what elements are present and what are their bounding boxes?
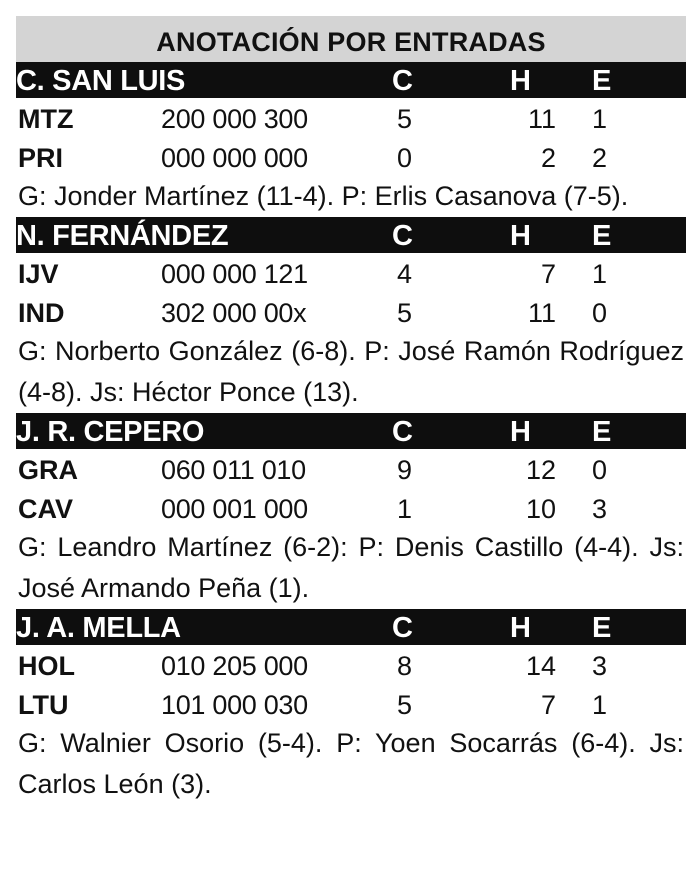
errors-value: 2	[592, 143, 608, 173]
errors-value: 0	[592, 298, 608, 328]
pitching-notes: G: Walnier Osorio (5-4). P: Yoen Socarrás (6-4). Js: Carlos León (3).	[18, 728, 684, 799]
runs-column-header: C	[392, 416, 413, 448]
innings-line: 200 000 300	[161, 104, 308, 134]
stadium-header	[16, 217, 686, 253]
errors-value: 3	[592, 651, 608, 681]
hits-value: 11	[527, 104, 556, 134]
errors-value: 1	[592, 690, 608, 720]
errors-column-header: E	[592, 220, 612, 252]
hits-column-header: H	[510, 65, 531, 97]
pitching-notes: G: Jonder Martínez (11-4). P: Erlis Casanova (7-5).	[18, 181, 629, 211]
team-abbr: HOL	[18, 651, 75, 681]
stadium-name: N. FERNÁNDEZ	[16, 220, 229, 252]
errors-value: 1	[592, 104, 608, 134]
errors-column-header: E	[592, 416, 612, 448]
innings-line: 000 000 000	[161, 143, 308, 173]
innings-line: 101 000 030	[161, 690, 308, 720]
innings-line: 010 205 000	[161, 651, 308, 681]
runs-value: 5	[397, 298, 413, 328]
team-abbr: IJV	[18, 259, 59, 289]
hits-value: 10	[525, 494, 556, 524]
team-abbr: PRI	[18, 143, 64, 173]
hits-value: 14	[525, 651, 556, 681]
runs-value: 5	[397, 690, 413, 720]
innings-line: 060 011 010	[161, 455, 306, 485]
runs-column-header: C	[392, 220, 413, 252]
stadium-name: C. SAN LUIS	[16, 65, 186, 97]
runs-value: 8	[397, 651, 413, 681]
innings-line: 000 001 000	[161, 494, 308, 524]
runs-value: 9	[397, 455, 413, 485]
team-row	[16, 449, 686, 488]
team-row	[16, 292, 686, 331]
stadium-header	[16, 413, 686, 449]
errors-value: 1	[592, 259, 608, 289]
innings-line: 302 000 00x	[161, 298, 307, 328]
pitching-notes: G: Norberto González (6-8). P: José Ramón Rodríguez (4-8). Js: Héctor Ponce (13).	[18, 336, 684, 407]
hits-value: 7	[540, 259, 556, 289]
hits-value: 7	[540, 690, 556, 720]
errors-column-header: E	[592, 612, 612, 644]
team-row	[16, 253, 686, 292]
runs-value: 4	[397, 259, 413, 289]
team-abbr: IND	[18, 298, 65, 328]
errors-value: 3	[592, 494, 608, 524]
box-score-page	[16, 0, 686, 805]
team-abbr: CAV	[18, 494, 74, 524]
errors-value: 0	[592, 455, 608, 485]
game-block	[16, 62, 686, 217]
team-row	[16, 488, 686, 527]
hits-column-header: H	[510, 220, 531, 252]
game-block	[16, 217, 686, 413]
runs-column-header: C	[392, 65, 413, 97]
game-block	[16, 413, 686, 609]
game-block	[16, 609, 686, 805]
stadium-header	[16, 62, 686, 98]
runs-value: 0	[397, 143, 413, 173]
team-row	[16, 98, 686, 137]
hits-value: 12	[525, 455, 556, 485]
hits-column-header: H	[510, 416, 531, 448]
errors-column-header: E	[592, 65, 612, 97]
runs-column-header: C	[392, 612, 413, 644]
stadium-header	[16, 609, 686, 645]
pitching-notes: G: Leandro Martínez (6-2): P: Denis Castillo (4-4). Js: José Armando Peña (1).	[18, 532, 684, 603]
runs-value: 5	[397, 104, 413, 134]
stadium-name: J. R. CEPERO	[16, 416, 205, 448]
innings-line: 000 000 121	[161, 259, 308, 289]
team-abbr: GRA	[18, 455, 78, 485]
runs-value: 1	[397, 494, 413, 524]
team-abbr: MTZ	[18, 104, 74, 134]
team-row	[16, 137, 686, 176]
stadium-name: J. A. MELLA	[16, 612, 181, 644]
hits-value: 2	[540, 143, 556, 173]
hits-column-header: H	[510, 612, 531, 644]
team-abbr: LTU	[18, 690, 69, 720]
hits-value: 11	[527, 298, 556, 328]
team-row	[16, 645, 686, 684]
team-row	[16, 684, 686, 723]
page-title: ANOTACIÓN POR ENTRADAS	[16, 16, 686, 62]
